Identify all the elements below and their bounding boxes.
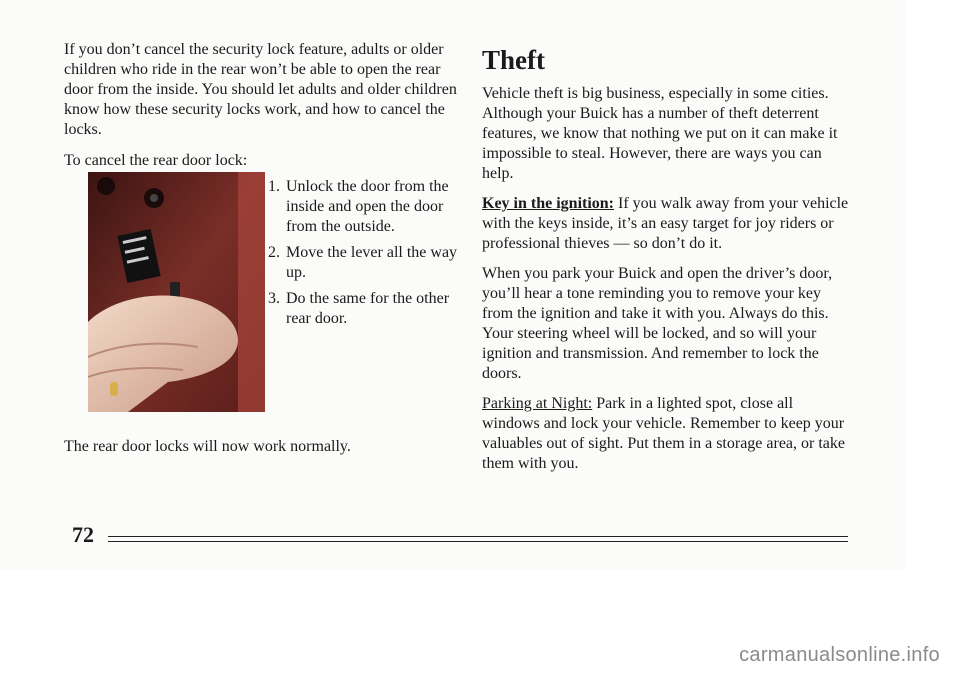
step-number: 3. [268, 290, 280, 307]
parking-reminder-paragraph: When you park your Buick and open the driver’s door, you’ll hear a tone reminding you to remove your key from the ignition and take it with you. Always do this. Your steering wheel will be locked, and so will your ignition and transmission. And remember to lock the doors. [482, 265, 833, 382]
step-text: Move the lever all the way up. [286, 244, 458, 281]
footer-rule-bottom [108, 541, 848, 542]
key-in-ignition-subhead: Key in the ignition: [482, 195, 615, 212]
page-number: 72 [72, 522, 94, 547]
left-column [64, 40, 464, 182]
locks-normal-note: The rear door locks will now work normally. [64, 438, 351, 455]
step-item [268, 243, 463, 283]
door-lock-photo [88, 172, 265, 412]
step-number: 1. [268, 178, 280, 195]
parking-at-night-subhead: Parking at Night: [482, 395, 593, 412]
parking-at-night-text: Park in a lighted spot, close all windows and lock your vehicle. Remember to keep your valuables out of sight. Put them in a storage area, or take them with you. [482, 395, 846, 472]
footer-rule-top [108, 536, 848, 537]
site-watermark: carmanualsonline.info [739, 644, 940, 666]
theft-intro: Vehicle theft is big business, especially in some cities. Although your Buick has a number of theft deterrent features, we know that nothing we put on it can make it impossible to steal. However, there are ways you can help. [482, 85, 838, 182]
door-lock-illustration [88, 172, 265, 412]
step-item [268, 289, 463, 329]
step-text: Unlock the door from the inside and open the door from the outside. [286, 178, 449, 235]
step-number: 2. [268, 244, 280, 261]
key-in-ignition-paragraph [482, 194, 854, 254]
parking-at-night-paragraph [482, 394, 854, 474]
theft-heading: Theft [482, 45, 545, 75]
key-in-ignition-text: If you walk away from your vehicle with the keys inside, it’s an easy target for joy riders or professional thieves — so don’t do it. [482, 195, 849, 252]
security-lock-intro: If you don’t cancel the security lock feature, adults or older children who ride in the rear won’t be able to open the rear door from the inside. You should let adults and older children know how these security locks work, and how to cancel the locks. [64, 41, 457, 138]
cancel-lead-in: To cancel the rear door lock: [64, 152, 248, 169]
cancel-steps-list [268, 177, 463, 335]
step-item [268, 177, 463, 237]
right-column [482, 44, 854, 484]
step-text: Do the same for the other rear door. [286, 290, 450, 327]
